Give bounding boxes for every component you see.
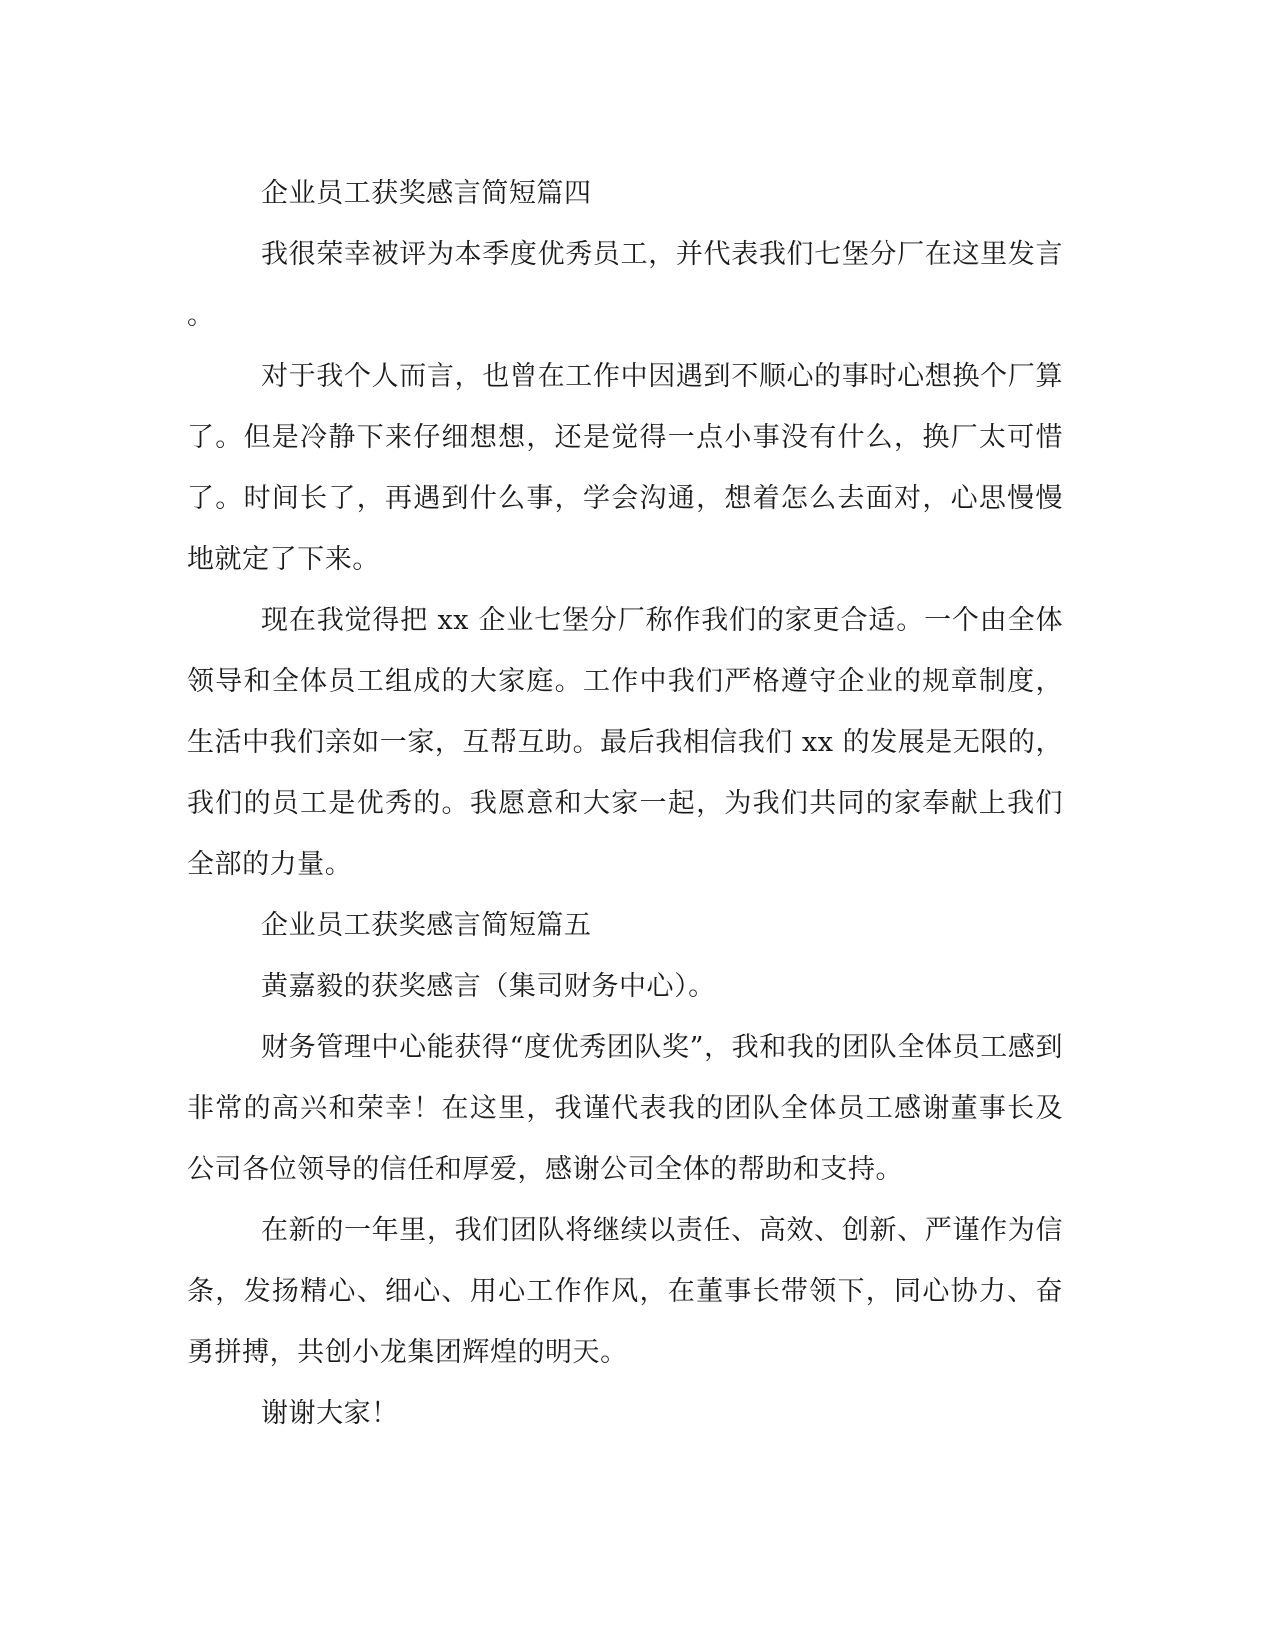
section-4-paragraph-2: 对于我个人而言，也曾在工作中因遇到不顺心的事时心想换个厂算了。但是冷静下来仔细想想，还是觉得一点小事没有什么，换厂太可惜了。时间长了，再遇到什么事，学会沟通，想着怎么去面对，心思慢慢地就定了下来。 [187, 361, 1063, 575]
section-5-paragraph-2: 财务管理中心能获得“度优秀团队奖”，我和我的团队全体员工感到非常的高兴和荣幸！在这里，我谨代表我的团队全体员工感谢董事长及公司各位领导的信任和厚爱，感谢公司全体的帮助和支持。 [187, 1032, 1063, 1185]
section-5-paragraph-3: 在新的一年里，我们团队将继续以责任、高效、创新、严谨作为信条，发扬精心、细心、用心工作作风，在董事长带领下，同心协力、奋勇拼搏，共创小龙集团辉煌的明天。 [187, 1215, 1063, 1368]
section-4-paragraph-1: 我很荣幸被评为本季度优秀员工，并代表我们七堡分厂在这里发言。 [187, 239, 1063, 331]
section-5-paragraph-1: 黄嘉毅的获奖感言（集司财务中心）。 [261, 971, 716, 1002]
section-4-paragraph-3: 现在我觉得把 xx 企业七堡分厂称作我们的家更合适。一个由全体领导和全体员工组成的大家庭。工作中我们严格遵守企业的规章制度，生活中我们亲如一家，互帮互助。最后我相信我们 xx 的发展是无限的，我们的员工是优秀的。我愿意和大家一起，为我们共同的家奉献上我们全部的力量。 [187, 605, 1063, 880]
document-body [187, 163, 1063, 1444]
section-5-heading: 企业员工获奖感言简短篇五 [261, 910, 592, 941]
section-5-closing: 谢谢大家！ [261, 1398, 399, 1429]
section-4-heading: 企业员工获奖感言简短篇四 [261, 178, 592, 209]
